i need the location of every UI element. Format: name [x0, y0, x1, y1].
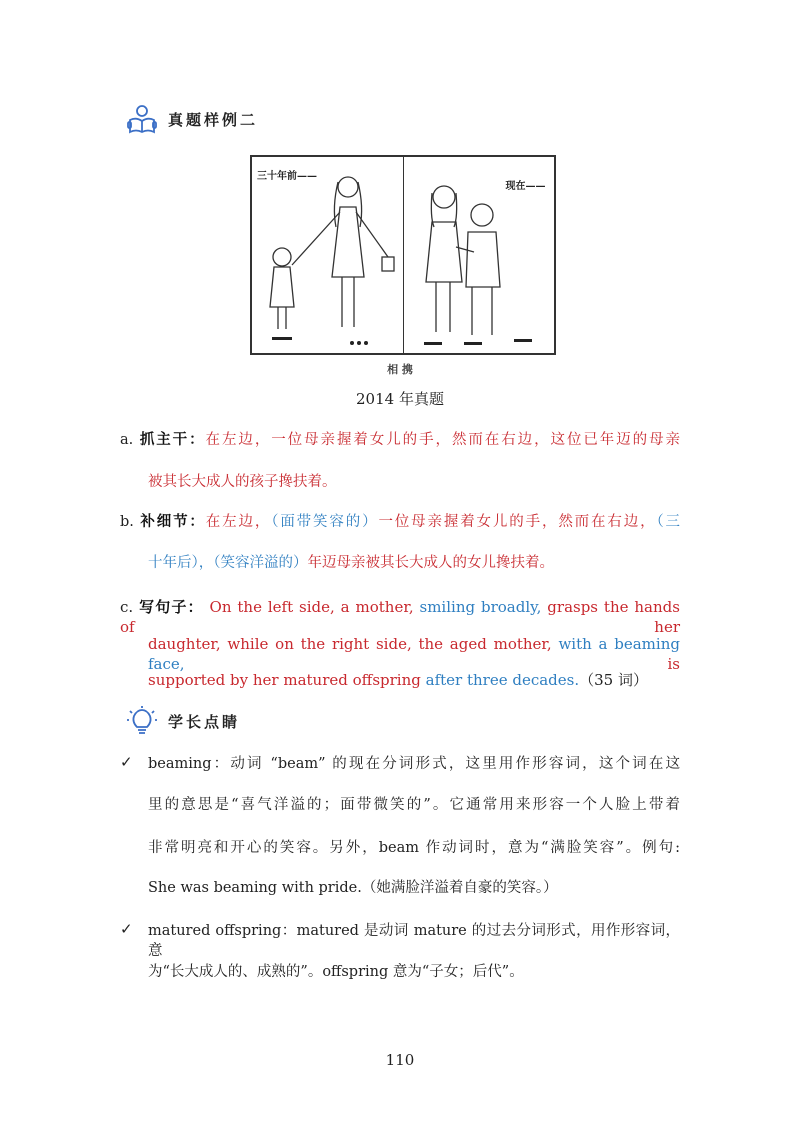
note-line: 为“长大成人的、成熟的”。offspring 意为“子女；后代”。 [148, 964, 524, 980]
item-marker: a. [120, 432, 134, 448]
item-text: On the left side, a mother, [209, 598, 414, 616]
cartoon-illustration [250, 155, 556, 355]
item-text: 十年后），（笑容洋溢的） [148, 555, 308, 571]
item-marker: c. [120, 598, 134, 616]
note-line: beaming：动词 “beam” 的现在分词形式，这里用作形容词，这个词在这 [148, 756, 680, 772]
panel-label-past: 三十年前—— [257, 171, 317, 182]
section-title: 真题样例二 [168, 110, 259, 129]
note-line: matured offspring：matured 是动词 mature 的过去分词形式，用作形容词，意 [148, 923, 680, 959]
item-text: （面带笑容的） [271, 514, 379, 530]
item-text: after three decades. [425, 671, 580, 689]
note-line: 非常明亮和开心的笑容。另外，beam 作动词时，意为“满脸笑容”。例句: [148, 840, 680, 856]
reader-icon [126, 103, 158, 135]
item-text: 年迈母亲被其长大成人的女儿搀扶着。 [307, 555, 554, 571]
section-title: 学长点睛 [168, 712, 241, 731]
item-text: daughter, while on the right side, the aged mother, [148, 635, 552, 653]
item-text: 在左边， [205, 514, 272, 530]
item-label: 补细节： [140, 513, 206, 530]
item-marker: b. [120, 514, 134, 530]
item-c-line2 [148, 634, 680, 674]
panel-present [403, 157, 555, 353]
item-a-line2: 被其长大成人的孩子搀扶着。 [148, 474, 337, 490]
figure-caption: 相 携 [387, 363, 413, 376]
item-text: grasps the hands of her [120, 598, 680, 636]
section-heading-tips [126, 705, 240, 737]
item-text: 在左边，一位母亲握着女儿的手，然而在右边，这位已年迈的母亲 [205, 432, 681, 448]
panel-label-present: 现在—— [505, 181, 546, 192]
item-c-line1 [120, 597, 680, 637]
check-mark-icon: ✓ [120, 753, 133, 771]
mother-and-child-drawing [252, 157, 402, 353]
word-count: （35 词） [579, 671, 648, 689]
note-line: She was beaming with pride.（她满脸洋溢着自豪的笑容。） [148, 880, 558, 896]
page-number: 110 [385, 1051, 415, 1069]
item-b-line2 [148, 553, 554, 573]
panel-past [252, 157, 403, 353]
item-b-line1 [120, 512, 680, 532]
figure-source: 2014 年真题 [356, 390, 444, 408]
item-text: smiling broadly, [419, 598, 542, 616]
note-line: 里的意思是“喜气洋溢的；面带微笑的”。它通常用来形容一个人脸上带着 [148, 797, 680, 813]
check-mark-icon: ✓ [120, 920, 133, 938]
item-text: supported by her matured offspring [148, 671, 421, 689]
item-text: 一位母亲握着女儿的手，然而在右边， [378, 514, 657, 530]
item-text: （三 [656, 514, 681, 530]
item-text: is [667, 655, 680, 673]
item-a-line1 [120, 430, 680, 450]
item-label: 抓主干： [139, 431, 206, 448]
item-text: with a beaming face, [148, 635, 680, 673]
item-label: 写句子： [139, 598, 204, 616]
section-heading-example [126, 103, 258, 135]
item-c-line3 [148, 670, 648, 690]
lightbulb-icon [126, 705, 158, 737]
